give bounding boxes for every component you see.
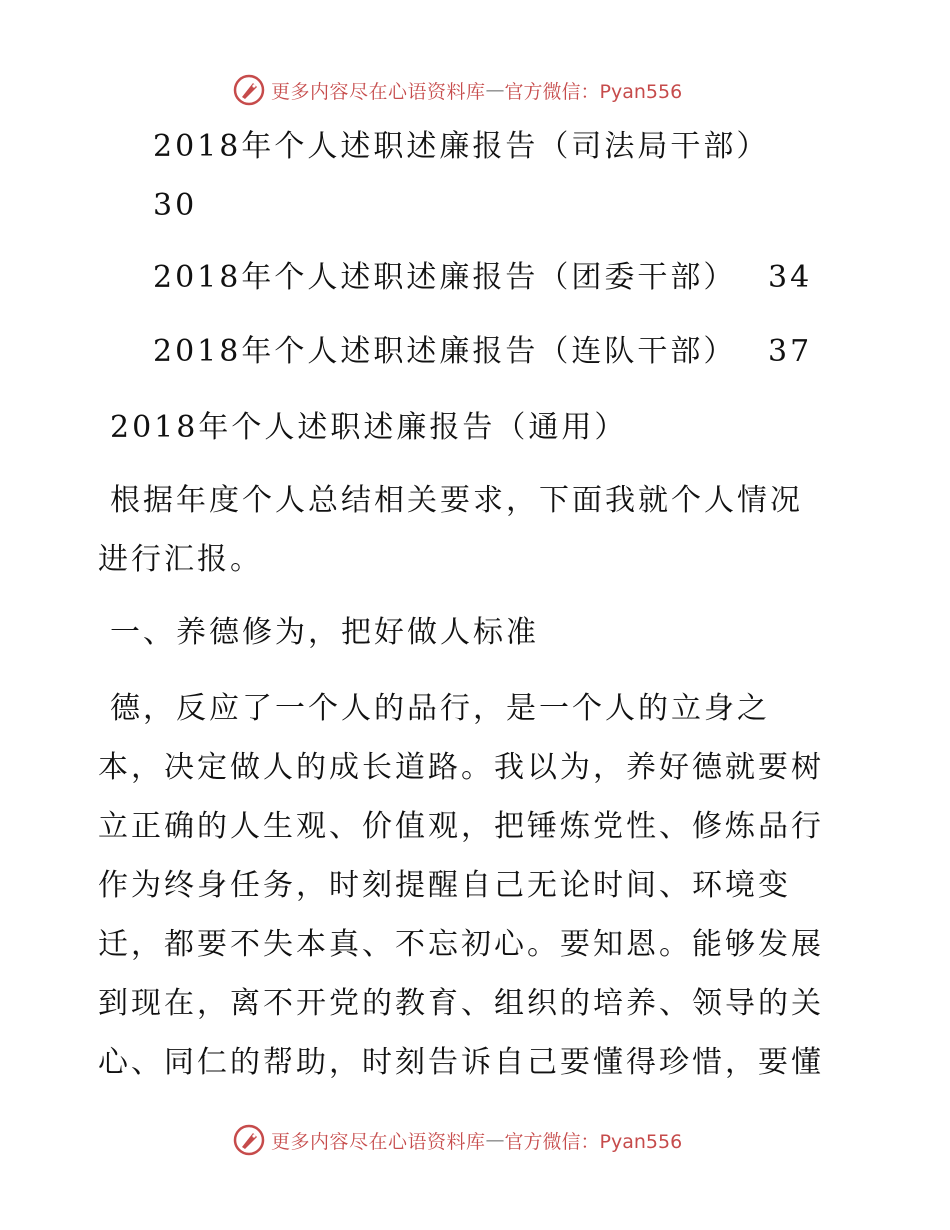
watermark-account: 官方微信：Pyan556 — [504, 1130, 683, 1153]
watermark-separator: — — [485, 1129, 505, 1151]
toc-entry-page: 37 — [768, 334, 813, 369]
body-line: 立正确的人生观、价值观，把锤炼党性、修炼品行 — [98, 809, 824, 844]
pen-nib-logo-icon — [233, 74, 265, 106]
body-line: 到现在，离不开党的教育、组织的培养、领导的关 — [98, 986, 824, 1021]
watermark-account: 官方微信：Pyan556 — [504, 80, 683, 103]
toc-entry-page: 34 — [768, 260, 813, 295]
toc-entry-title: 2018年个人述职述廉报告（司法局干部） — [153, 129, 770, 164]
toc-entry-page: 30 — [153, 188, 198, 223]
header-watermark — [233, 72, 682, 108]
watermark-text: 更多内容尽在心语资料库 — [271, 1130, 486, 1153]
intro-line: 进行汇报。 — [98, 542, 263, 577]
body-line: 本，决定做人的成长道路。我以为，养好德就要树 — [98, 750, 824, 785]
toc-entry-title: 2018年个人述职述廉报告（连队干部） — [153, 334, 737, 369]
body-line: 迁，都要不失本真、不忘初心。要知恩。能够发展 — [98, 927, 824, 962]
toc-entry-title: 2018年个人述职述廉报告（团委干部） — [153, 260, 737, 295]
footer-watermark — [233, 1122, 682, 1158]
pen-nib-logo-icon — [233, 1124, 265, 1156]
body-line: 作为终身任务，时刻提醒自己无论时间、环境变 — [98, 868, 791, 903]
intro-line: 根据年度个人总结相关要求，下面我就个人情况 — [110, 483, 803, 518]
body-line: 德，反应了一个人的品行，是一个人的立身之 — [110, 691, 770, 726]
body-line: 心、同仁的帮助，时刻告诉自己要懂得珍惜，要懂 — [98, 1045, 824, 1080]
watermark-separator: — — [485, 79, 505, 101]
watermark-text: 更多内容尽在心语资料库 — [271, 80, 486, 103]
document-title: 2018年个人述职述廉报告（通用） — [110, 410, 628, 445]
section-heading: 一、养德修为，把好做人标准 — [110, 615, 539, 650]
